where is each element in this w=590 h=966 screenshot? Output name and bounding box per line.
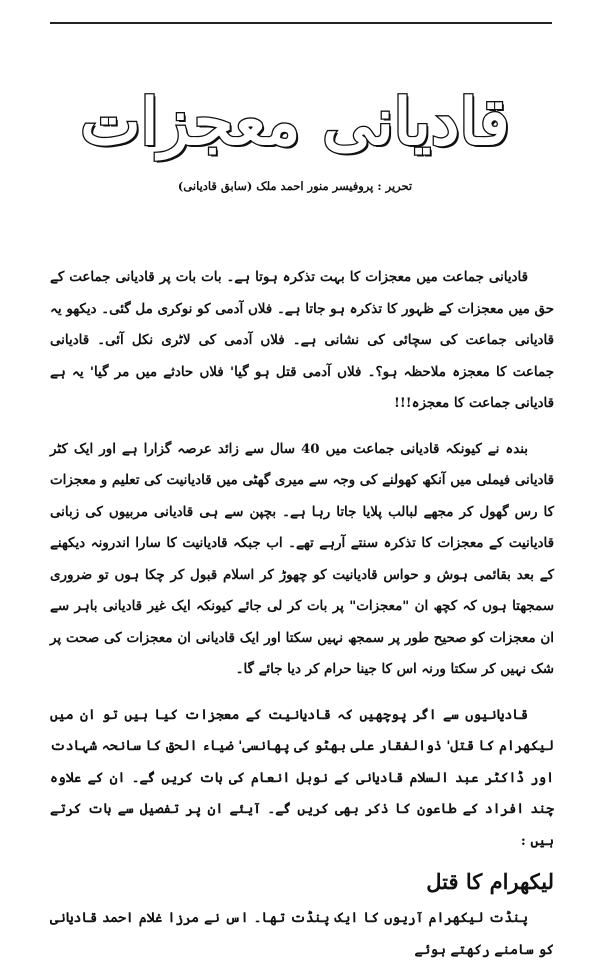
article-paragraph: قادیانی جماعت میں معجزات کا بہت تذکرہ ہوتا ہے۔ بات بات پر قادیانی جماعت کے حق میں معجزات کے ظہور کا تذکرہ ہو جاتا ہے۔ فلاں آدمی کو نوکری مل گئی۔ دیکھو یہ قادیانی جماعت کی سچائی کی نشانی ہے۔ فلاں آدمی کی لاٹری نکل آئی۔ قادیانی جماعت کا معجزہ ملاحظہ ہو؟۔ فلاں آدمی قتل ہو گیا' فلاں حادثے میں مر گیا' یہ ہے قادیانی جماعت کا معجزہ!!!: [50, 269, 554, 411]
article-paragraph: قادیانیوں سے اگر پوچھیں کہ قادیانیت کے معجزات کیا ہیں تو ان میں لیکھرام کا قتل' ذوالفقار علی بھٹو کی پھانسی' ضیاء الحق کا سانحہ شہادت اور ڈاکٹر عبد السلام قادیانی کے نوبل انعام کی بات کریں گے۔ ان کے علاوہ چند افراد کے طاعون کا ذکر بھی کریں گے۔ آیئے ان پر تفصیل سے بات کرتے ہیں :: [50, 706, 554, 849]
section-heading: لیکھرام کا قتل: [426, 869, 554, 894]
article-body: [50, 262, 554, 966]
masthead: [0, 82, 590, 164]
article-paragraph: بندہ نے کیونکہ قادیانی جماعت میں 40 سال سے زائد عرصہ گزارا ہے اور ایک کٹر قادیانی فیملی میں آنکھ کھولنے کی وجہ سے میری گھٹی میں قادیانیت کی تعلیم و معجزات کا رس گھول کر مجھے لبالب پلایا جاتا رہا ہے۔ بچپن سے ہی قادیانی مربیوں کی زبانی قادیانیت کے معجزات کا تذکرہ سنتے آرہے تھے۔ اب جبکہ قادیانیت کا سارا اندرونہ دیکھنے کے بعد بقائمی ہوش و حواس قادیانیت کو چھوڑ کر اسلام قبول کر چکا ہوں تو ضروری سمجھتا ہوں کہ کچھ ان "معجزات" پر بات کر لی جائے کیونکہ ایک غیر قادیانی باہر سے ان معجزات کو صحیح طور پر سمجھ نہیں سکتا اور ایک قادیانی ان معجزات کی صحت پر شک نہیں کر سکتا ورنہ اس کا جینا حرام کر دیا جائے گا۔: [50, 440, 554, 677]
top-rule: [50, 22, 552, 24]
article-byline: تحریر : پروفیسر منور احمد ملک (سابق قادیانی): [177, 179, 413, 193]
article-paragraph: پنڈت لیکھرام آریوں کا ایک پنڈت تھا۔ اس نے مرزا غلام احمد قادیانی کو سامنے رکھتے ہوئے: [50, 910, 554, 958]
article-title: قادیانی معجزات: [80, 85, 510, 160]
